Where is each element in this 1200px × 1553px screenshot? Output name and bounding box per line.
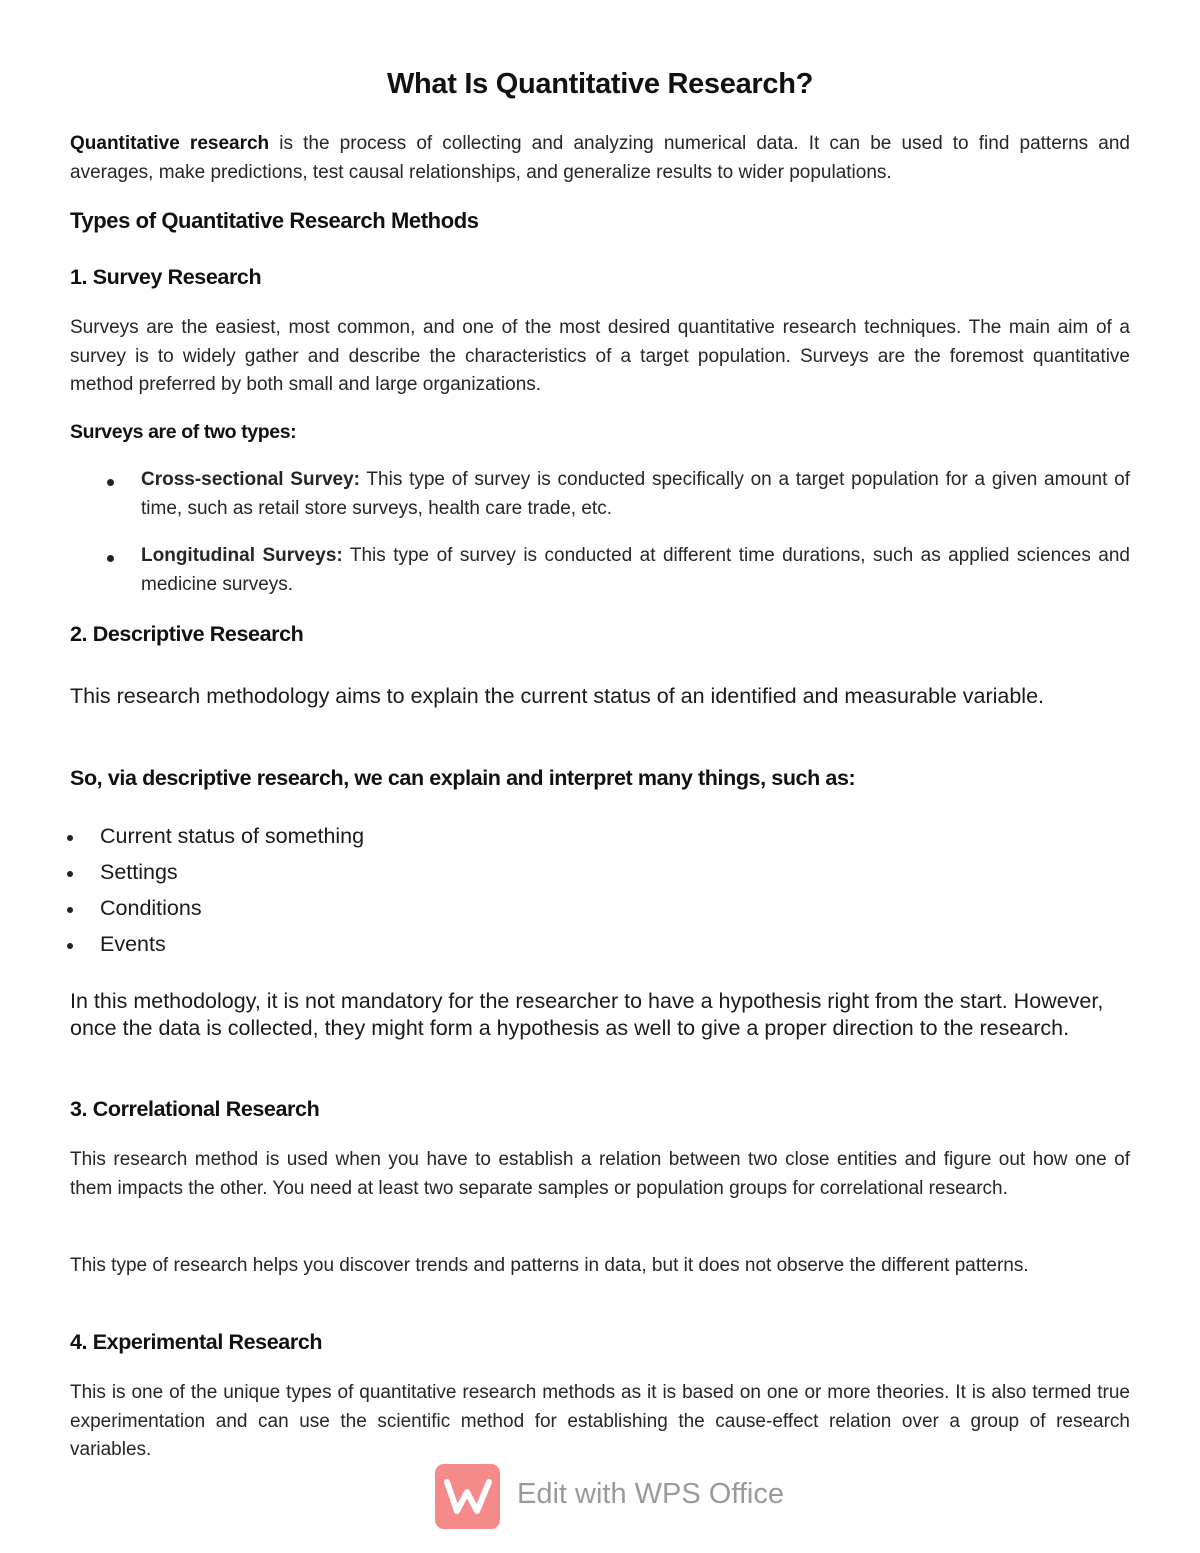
list-item-term: Longitudinal Surveys: [141, 545, 343, 566]
types-heading: Types of Quantitative Research Methods [70, 208, 479, 233]
survey-heading: 1. Survey Research [70, 265, 262, 289]
page-title: What Is Quantitative Research? [386, 68, 814, 100]
list-item-text: Conditions [100, 896, 202, 920]
list-item [70, 857, 1130, 893]
descriptive-list [70, 821, 1130, 965]
intro-text: is the process of collecting and analyzing numerical data. It can be used to find patterns and averages, make predictions, test causal relationships, and generalize results to wider populations. [70, 133, 1130, 183]
bullet-icon [67, 907, 73, 913]
wps-logo-glyph [435, 1464, 500, 1529]
list-item-text: Settings [100, 860, 178, 884]
intro-paragraph [70, 130, 1130, 187]
list-item [70, 466, 1130, 523]
survey-types-subheading: Surveys are of two types: [70, 421, 297, 443]
descriptive-heading: 2. Descriptive Research [70, 622, 304, 646]
bullet-icon [67, 835, 73, 841]
wps-watermark[interactable] [435, 1464, 795, 1530]
survey-paragraph: Surveys are the easiest, most common, and one of the most desired quantitative research techniques. The main aim of a survey is to widely gather and describe the characteristics of a target population. Surveys are the foremost quantitative method preferred by both small and large organizations. [70, 317, 1130, 395]
wps-logo-icon [435, 1464, 500, 1529]
list-item [70, 929, 1130, 965]
survey-types-list [70, 466, 1130, 599]
bullet-icon [67, 871, 73, 877]
descriptive-paragraph: This research methodology aims to explain the current status of an identified and measurable variable. [70, 684, 1045, 708]
list-item [70, 893, 1130, 929]
descriptive-closing-paragraph: In this methodology, it is not mandatory for the researcher to have a hypothesis right from the start. However, once the data is collected, they might form a hypothesis as well to give a proper direction to the research. [70, 989, 1104, 1040]
experimental-paragraph: This is one of the unique types of quantitative research methods as it is based on one or more theories. It is also termed true experimentation and can use the scientific method for establishing the cause-effect relation over a group of research variables. [70, 1382, 1130, 1460]
list-item-text: Current status of something [100, 824, 365, 848]
correlational-paragraph-2: This type of research helps you discover trends and patterns in data, but it does not observe the different patterns. [70, 1255, 1029, 1276]
list-item [70, 821, 1130, 857]
list-item-text: This type of survey is conducted at different time durations, such as applied sciences and medicine surveys. [141, 545, 1130, 595]
list-item-text: Events [100, 932, 166, 956]
list-item [70, 542, 1130, 599]
bullet-icon [107, 555, 114, 562]
intro-term: Quantitative research [70, 133, 270, 154]
correlational-heading: 3. Correlational Research [70, 1097, 320, 1121]
wps-watermark-text: Edit with WPS Office [517, 1478, 784, 1510]
bullet-icon [67, 943, 73, 949]
list-item-term: Cross-sectional Survey: [141, 469, 361, 490]
experimental-heading: 4. Experimental Research [70, 1330, 323, 1354]
bullet-icon [107, 479, 114, 486]
descriptive-subheading: So, via descriptive research, we can explain and interpret many things, such as: [70, 766, 856, 790]
list-item-text: This type of survey is conducted specifically on a target population for a given amount of time, such as retail store surveys, health care trade, etc. [141, 469, 1131, 519]
correlational-paragraph-1: This research method is used when you have to establish a relation between two close entities and figure out how one of them impacts the other. You need at least two separate samples or population groups for correlational research. [70, 1149, 1130, 1199]
